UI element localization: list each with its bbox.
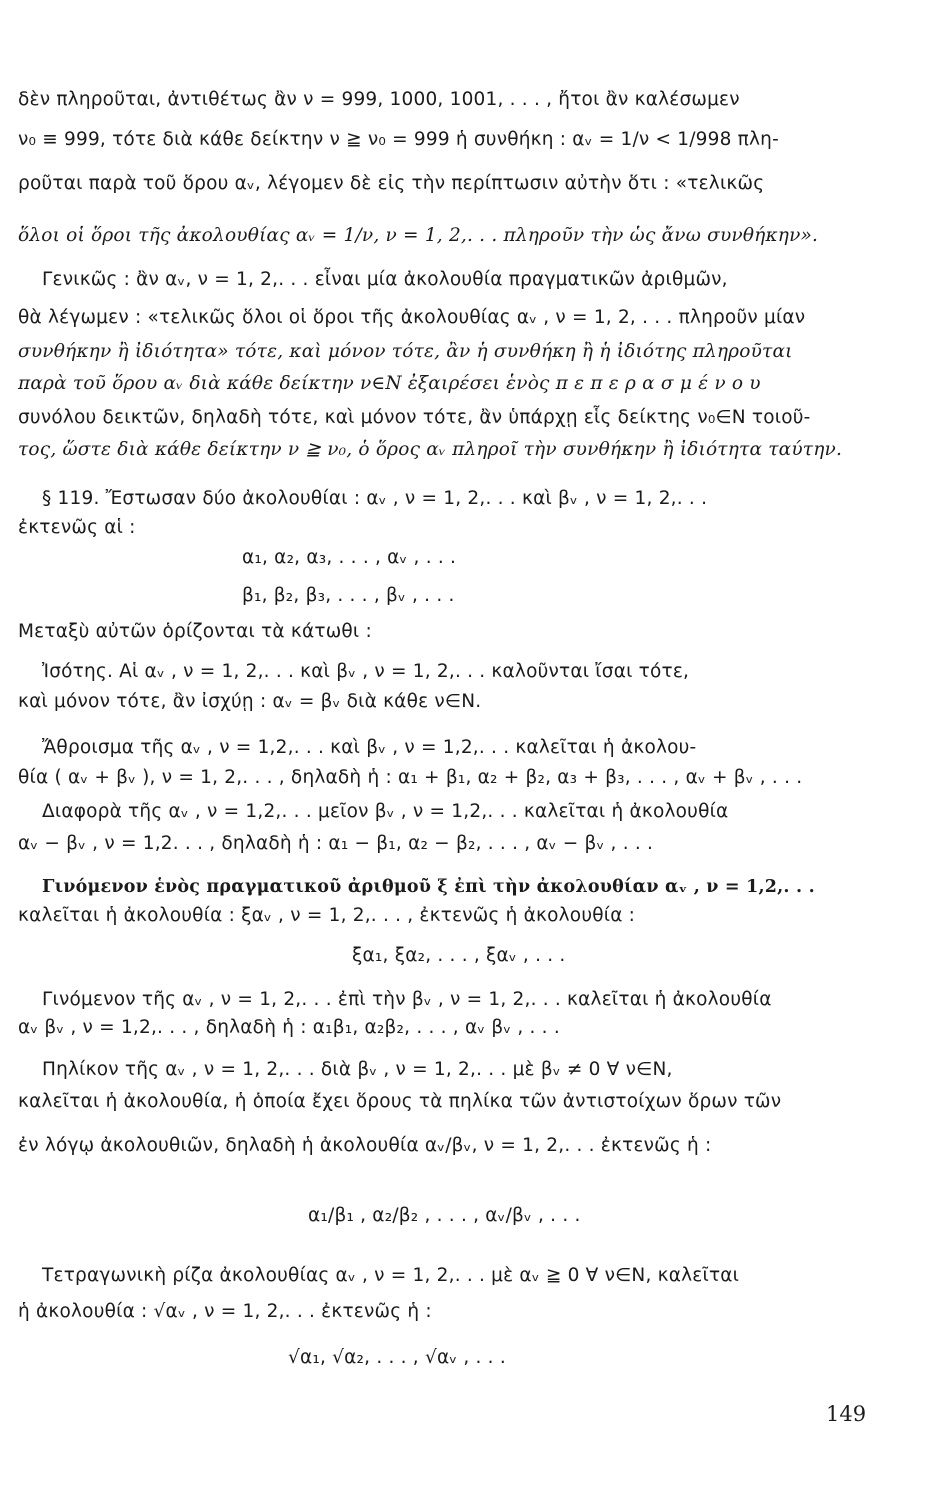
text-line: ἐκτενῶς αἱ : (18, 517, 136, 538)
definition-difference: Διαφορὰ τῆς αᵥ , ν = 1,2,. . . μεῖον βᵥ , ν = 1,2,. . . καλεῖται ἡ ἀκολουθία (42, 801, 729, 822)
text-line: θὰ λέγωμεν : «τελικῶς ὅλοι οἱ ὅροι τῆς ἀκολουθίας αᵥ , ν = 1, 2, . . . πληροῦν μίαν (18, 307, 806, 328)
text-line: Γενικῶς : ἂν αᵥ, ν = 1, 2,. . . εἶναι μία ἀκολουθία πραγματικῶν ἀριθμῶν, (42, 269, 728, 290)
text-line: δὲν πληροῦται, ἀντιθέτως ἂν ν = 999, 1000, 1001, . . . , ἤτοι ἂν καλέσωμεν (18, 89, 740, 110)
text-line: τος, ὥστε διὰ κάθε δείκτην ν ≧ ν₀, ὁ ὅρος αᵥ πληροῖ τὴν συνθήκην ἢ ἰδιότητα ταύτην. (18, 439, 843, 460)
text-line: αᵥ − βᵥ , ν = 1,2. . . , δηλαδὴ ἡ : α₁ − β₁, α₂ − β₂, . . . , αᵥ − βᵥ , . . . (18, 833, 654, 854)
definition-sum: Ἄθροισμα τῆς αᵥ , ν = 1,2,. . . καὶ βᵥ , ν = 1,2,. . . καλεῖται ἡ ἀκολου- (42, 737, 697, 758)
text-line: συνθήκην ἢ ἰδιότητα» τότε, καὶ μόνον τότε, ἂν ἡ συνθήκη ἢ ἡ ἰδιότης πληροῦται (18, 341, 793, 362)
definition-product: Γινόμενον τῆς αᵥ , ν = 1, 2,. . . ἐπὶ τὴν βᵥ , ν = 1, 2,. . . καλεῖται ἡ ἀκολουθία (42, 989, 772, 1010)
text-line: καλεῖται ἡ ἀκολουθία : ξαᵥ , ν = 1, 2,. . . , ἐκτενῶς ἡ ἀκολουθία : (18, 905, 636, 926)
section-heading: § 119. Ἔστωσαν δύο ἀκολουθίαι : αᵥ , ν = 1, 2,. . . καὶ βᵥ , ν = 1, 2,. . . (42, 488, 708, 509)
text-line: καλεῖται ἡ ἀκολουθία, ἡ ὁποία ἔχει ὅρους τὰ πηλίκα τῶν ἀντιστοίχων ὅρων τῶν (18, 1091, 782, 1112)
sequence-scalar: ξα₁, ξα₂, . . . , ξαᵥ , . . . (352, 945, 566, 966)
definition-quotient: Πηλίκον τῆς αᵥ , ν = 1, 2,. . . διὰ βᵥ , ν = 1, 2,. . . μὲ βᵥ ≠ 0 ∀ ν∈N, (42, 1059, 673, 1080)
sequence-beta: β₁, β₂, β₃, . . . , βᵥ , . . . (242, 585, 455, 606)
sequence-quotient: α₁/β₁ , α₂/β₂ , . . . , αᵥ/βᵥ , . . . (308, 1205, 581, 1226)
text-line: θία ( αᵥ + βᵥ ), ν = 1, 2,. . . , δηλαδὴ ἡ : α₁ + β₁, α₂ + β₂, α₃ + β₃, . . . , αᵥ + βᵥ , . . . (18, 767, 803, 788)
text-line: ροῦται παρὰ τοῦ ὅρου αᵥ, λέγομεν δὲ εἰς τὴν περίπτωσιν αὐτὴν ὅτι : «τελικῶς (18, 173, 765, 194)
book-page (18, 0, 888, 1500)
text-line: συνόλου δεικτῶν, δηλαδὴ τότε, καὶ μόνον τότε, ἂν ὑπάρχῃ εἷς δείκτης ν₀∈N τοιοῦ- (18, 407, 811, 428)
text-line: αᵥ βᵥ , ν = 1,2,. . . , δηλαδὴ ἡ : α₁β₁, α₂β₂, . . . , αᵥ βᵥ , . . . (18, 1017, 560, 1038)
definition-scalar-product: Γινόμενον ἑνὸς πραγματικοῦ ἀριθμοῦ ξ ἐπὶ τὴν ἀκολουθίαν αᵥ , ν = 1,2,. . . (42, 877, 815, 897)
text-line: ἐν λόγῳ ἀκολουθιῶν, δηλαδὴ ἡ ἀκολουθία αᵥ/βᵥ, ν = 1, 2,. . . ἐκτενῶς ἡ : (18, 1135, 712, 1156)
text-line: ἡ ἀκολουθία : √αᵥ , ν = 1, 2,. . . ἐκτενῶς ἡ : (18, 1301, 432, 1322)
text-line: Μεταξὺ αὐτῶν ὁρίζονται τὰ κάτωθι : (18, 621, 372, 642)
sequence-alpha: α₁, α₂, α₃, . . . , αᵥ , . . . (242, 547, 457, 568)
definition-equality: Ἰσότης. Αἱ αᵥ , ν = 1, 2,. . . καὶ βᵥ , ν = 1, 2,. . . καλοῦνται ἴσαι τότε, (42, 661, 690, 682)
text-line: παρὰ τοῦ ὅρου αᵥ διὰ κάθε δείκτην ν∈N ἐξαιρέσει ἑνὸς π ε π ε ρ α σ μ έ ν ο υ (18, 373, 761, 394)
sequence-square-root: √α₁, √α₂, . . . , √αᵥ , . . . (288, 1347, 506, 1368)
definition-square-root: Τετραγωνικὴ ρίζα ἀκολουθίας αᵥ , ν = 1, 2,. . . μὲ αᵥ ≧ 0 ∀ ν∈N, καλεῖται (42, 1265, 740, 1286)
text-line: ν₀ ≡ 999, τότε διὰ κάθε δείκτην ν ≧ ν₀ = 999 ἡ συνθήκη : αᵥ = 1/ν < 1/998 πλη- (18, 129, 779, 150)
page-number: 149 (826, 1402, 867, 1426)
text-line: ὅλοι οἱ ὅροι τῆς ἀκολουθίας αᵥ = 1/ν, ν = 1, 2,. . . πληροῦν τὴν ὡς ἄνω συνθήκην». (18, 225, 819, 246)
text-line: καὶ μόνον τότε, ἂν ἰσχύῃ : αᵥ = βᵥ διὰ κάθε ν∈N. (18, 691, 482, 712)
